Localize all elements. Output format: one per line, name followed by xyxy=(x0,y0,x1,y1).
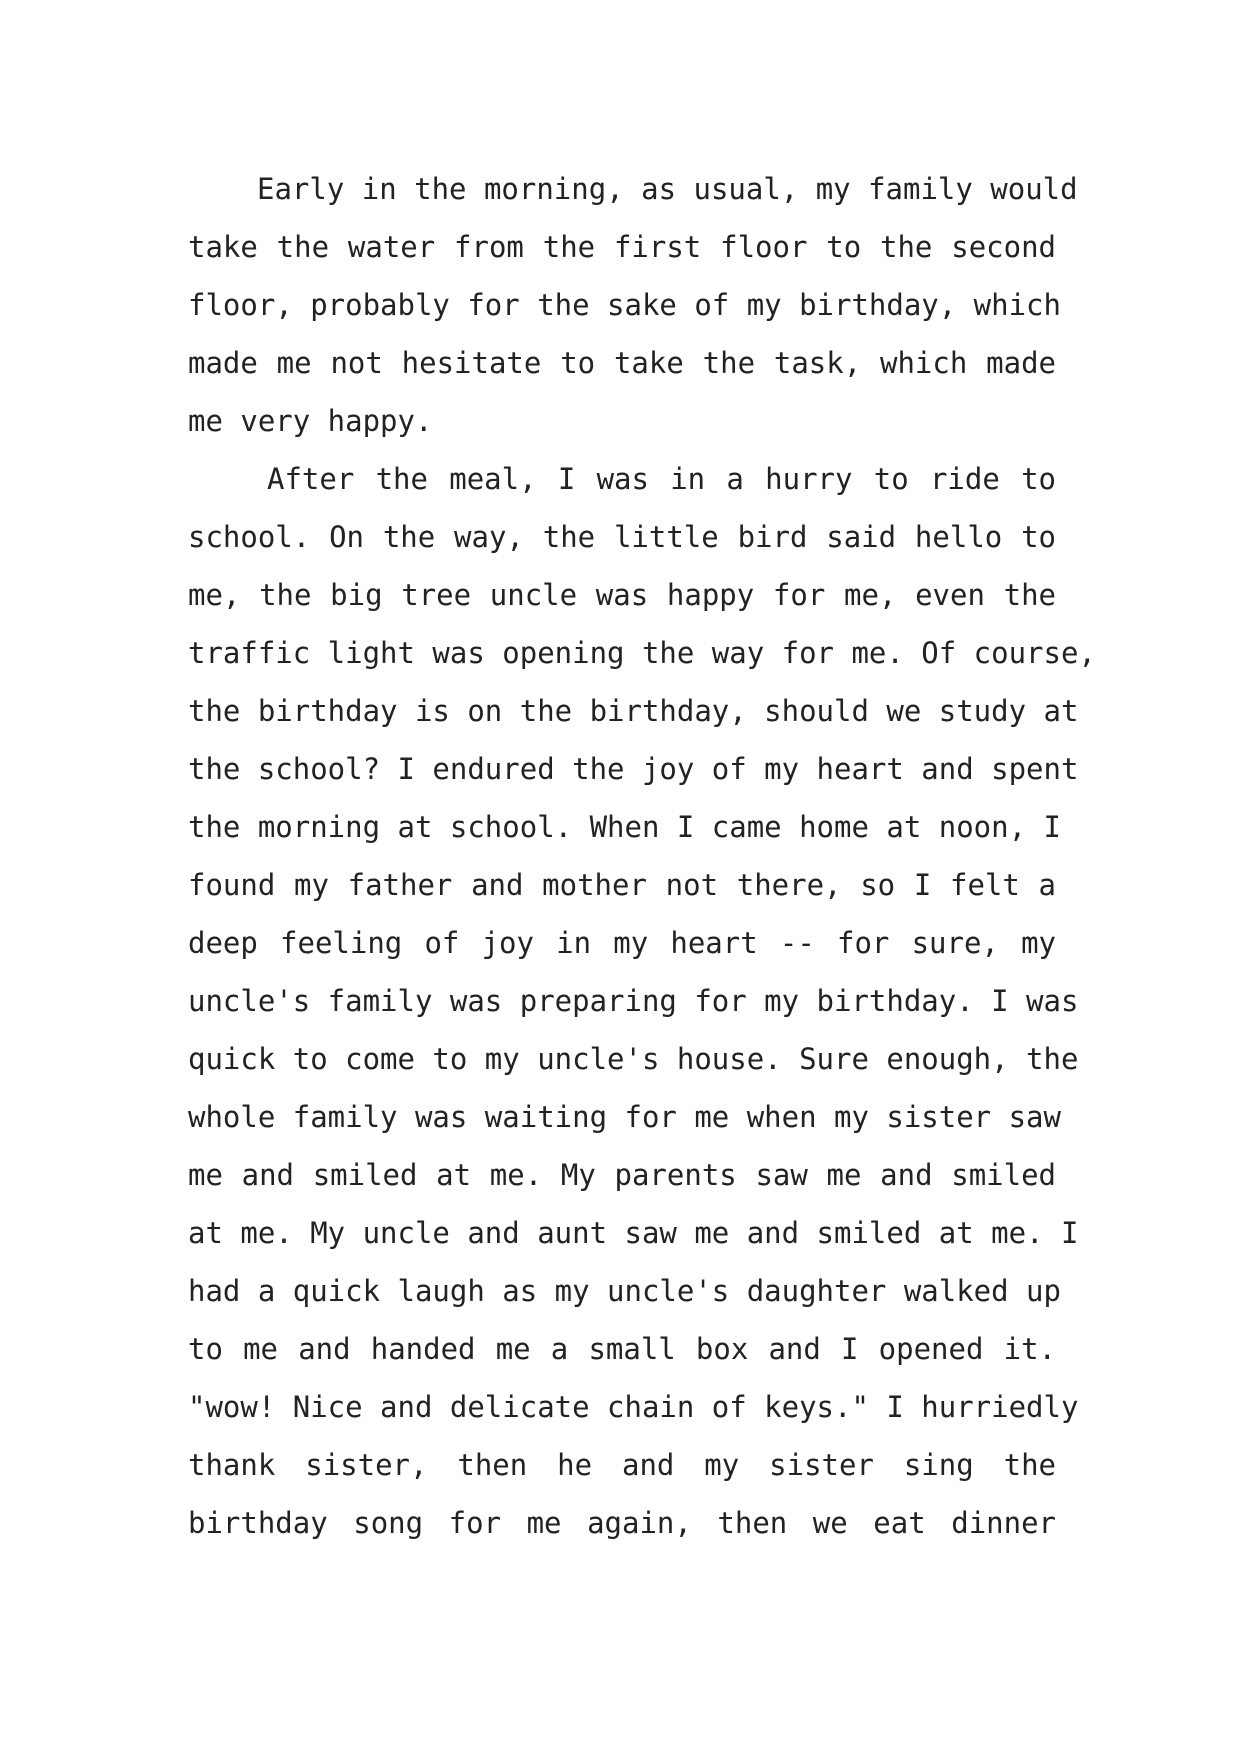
text-line: the school? I endured the joy of my heart and spent xyxy=(188,752,1079,786)
text-line: uncle's family was preparing for my birthday. I was xyxy=(188,984,1079,1018)
document-body xyxy=(188,160,1096,1552)
text-line: made me not hesitate to take the task, which made xyxy=(188,346,1056,380)
text-line: take the water from the first floor to the second xyxy=(188,230,1056,264)
text-line: the birthday is on the birthday, should we study at xyxy=(188,694,1079,728)
paragraph-1 xyxy=(188,160,1078,450)
text-line: me very happy. xyxy=(188,404,433,438)
text-line: me and smiled at me. My parents saw me and smiled xyxy=(188,1158,1056,1192)
text-line: to me and handed me a small box and I opened it. xyxy=(188,1332,1056,1366)
text-line: school. On the way, the little bird said hello to xyxy=(188,520,1056,554)
text-line: thank sister, then he and my sister sing the xyxy=(188,1448,1056,1482)
text-line: quick to come to my uncle's house. Sure enough, the xyxy=(188,1042,1079,1076)
text-line: birthday song for me again, then we eat dinner xyxy=(188,1506,1056,1540)
text-line: whole family was waiting for me when my sister saw xyxy=(188,1100,1061,1134)
text-line: Early in the morning, as usual, my family would xyxy=(257,172,1078,206)
text-line: traffic light was opening the way for me. Of course, xyxy=(188,636,1096,670)
text-line: floor, probably for the sake of my birthday, which xyxy=(188,288,1061,322)
text-line: me, the big tree uncle was happy for me, even the xyxy=(188,578,1056,612)
text-line: deep feeling of joy in my heart -- for sure, my xyxy=(188,926,1056,960)
text-line: After the meal, I was in a hurry to ride to xyxy=(267,462,1056,496)
text-line: had a quick laugh as my uncle's daughter walked up xyxy=(188,1274,1061,1308)
text-line: at me. My uncle and aunt saw me and smiled at me. I xyxy=(188,1216,1079,1250)
paragraph-2 xyxy=(188,450,1096,1552)
text-line: found my father and mother not there, so I felt a xyxy=(188,868,1056,902)
text-line: "wow! Nice and delicate chain of keys." I hurriedly xyxy=(188,1390,1079,1424)
text-line: the morning at school. When I came home at noon, I xyxy=(188,810,1061,844)
